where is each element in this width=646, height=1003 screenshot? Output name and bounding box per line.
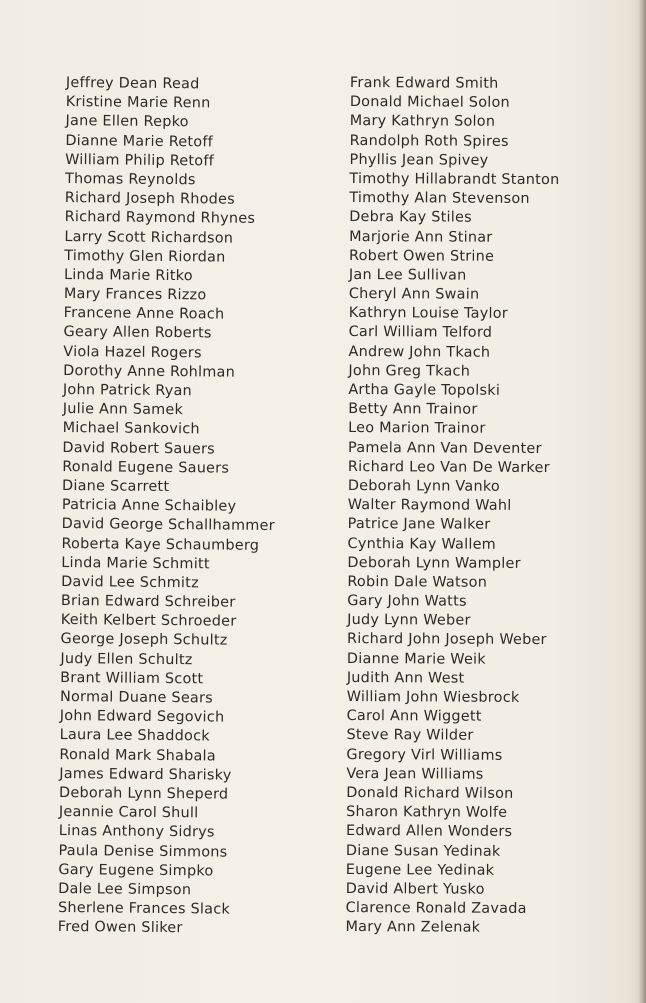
name-entry: Patrice Jane Walker (347, 516, 491, 534)
name-entry: David Robert Sauers (62, 439, 215, 458)
name-entry: Richard Raymond Rhynes (64, 209, 256, 228)
name-entry: Walter Raymond Wahl (347, 497, 512, 514)
name-entry: Richard Leo Van De Warker (347, 458, 550, 476)
name-entry: Mary Kathryn Solon (349, 113, 496, 131)
name-entry: Frank Edward Smith (349, 74, 499, 92)
name-entry: Timothy Alan Stevenson (349, 190, 530, 208)
name-entry: John Greg Tkach (348, 362, 471, 380)
name-entry: Francene Anne Roach (63, 305, 225, 323)
name-entry: Linda Marie Ritko (63, 266, 193, 285)
name-entry: Carl William Telford (348, 324, 493, 342)
name-entry: Judy Lynn Weber (347, 612, 471, 629)
name-entry: Jan Lee Sullivan (348, 266, 467, 284)
name-entry: James Edward Sharisky (59, 765, 232, 784)
name-entry: Sherlene Frances Slack (57, 900, 231, 918)
name-entry: Deborah Lynn Vanko (347, 477, 501, 495)
name-entry: Randolph Roth Spires (349, 132, 509, 150)
name-entry: Jeannie Carol Shull (58, 804, 199, 822)
name-entry: Keith Kelbert Schroeder (60, 612, 237, 630)
name-entry: Judith Ann West (346, 669, 465, 687)
name-entry: Robin Dale Watson (347, 573, 488, 591)
name-entry: Dianne Marie Retoff (65, 132, 214, 150)
name-entry: Gary John Watts (347, 593, 467, 610)
name-entry: Paula Denise Simmons (58, 842, 228, 861)
name-entry: David Albert Yusko (345, 880, 485, 898)
name-entry: Richard Joseph Rhodes (64, 190, 236, 208)
name-entry: Patricia Anne Schaibley (61, 497, 237, 515)
name-entry: George Joseph Schultz (60, 631, 228, 650)
name-entry: Geary Allen Roberts (63, 324, 212, 342)
name-entry: Robert Owen Strine (349, 247, 495, 265)
name-entry: Dianne Marie Weik (346, 650, 486, 668)
name-entry: Deborah Lynn Sheperd (59, 784, 229, 803)
name-entry: Diane Scarrett (61, 477, 170, 495)
name-entry: Julie Ann Samek (62, 401, 184, 419)
name-entry: Dorothy Anne Rohlman (63, 362, 236, 381)
name-entry: John Edward Segovich (59, 708, 225, 726)
name-entry: Brant William Scott (60, 669, 204, 688)
name-entry: Clarence Ronald Zavada (345, 900, 527, 917)
name-entry: Richard John Joseph Weber (346, 631, 547, 649)
name-entry: Judy Ellen Schultz (60, 650, 193, 668)
name-entry: Leo Marion Trainor (348, 420, 486, 438)
name-entry: Edward Allen Wonders (345, 823, 513, 841)
name-entry: Normal Duane Sears (59, 688, 214, 707)
name-entry: Mary Frances Rizzo (63, 286, 207, 304)
name-entry: Viola Hazel Rogers (63, 343, 202, 361)
name-entry: Ronald Eugene Sauers (62, 458, 230, 477)
name-entry: Fred Owen Sliker (57, 919, 183, 937)
name-entry: Betty Ann Trainor (348, 401, 478, 418)
name-entry: Gregory Virl Williams (346, 746, 503, 764)
name-entry: Laura Lee Shaddock (59, 727, 210, 745)
name-entry: Roberta Kaye Schaumberg (61, 535, 260, 554)
name-entry: Eugene Lee Yedinak (345, 861, 495, 879)
name-entry: Kristine Marie Renn (65, 94, 211, 112)
name-entry: Thomas Reynolds (64, 170, 196, 189)
name-entry: Cheryl Ann Swain (348, 286, 480, 303)
page-fold-edge (638, 0, 646, 1003)
name-entry: Donald Richard Wilson (346, 784, 514, 802)
name-entry: Deborah Lynn Wampler (347, 554, 521, 572)
name-entry: Vera Jean Williams (346, 765, 484, 783)
name-entry: Jane Ellen Repko (65, 113, 189, 131)
name-entry: Diane Susan Yedinak (345, 842, 501, 860)
name-entry: Jeffrey Dean Read (65, 74, 200, 93)
name-entry: Mary Ann Zelenak (345, 919, 481, 936)
name-entry: Linas Anthony Sidrys (58, 823, 215, 841)
name-entry: William Philip Retoff (65, 151, 215, 170)
name-entry: Andrew John Tkach (348, 343, 491, 361)
name-entry: William John Wiesbrock (346, 688, 520, 706)
name-entry: Pamela Ann Van Deventer (348, 439, 542, 457)
name-entry: Linda Marie Schmitt (61, 554, 210, 573)
name-entry: Marjorie Ann Stinar (349, 228, 493, 246)
name-entry: Carol Ann Wiggett (346, 708, 482, 725)
name-entry: Donald Michael Solon (349, 94, 510, 112)
name-entry: Michael Sankovich (62, 420, 200, 438)
name-entry: Sharon Kathryn Wolfe (346, 804, 508, 821)
name-entry: Brian Edward Schreiber (60, 593, 236, 611)
name-list-left-column (58, 74, 279, 939)
name-entry: Artha Gayle Topolski (348, 381, 501, 399)
name-entry: Cynthia Kay Wallem (347, 535, 497, 553)
name-entry: Gary Eugene Simpko (58, 861, 214, 880)
name-entry: David George Schallhammer (61, 516, 275, 535)
name-entry: Dale Lee Simpson (58, 880, 192, 899)
name-entry: Timothy Glen Riordan (64, 247, 226, 266)
name-entry: Larry Scott Richardson (64, 228, 234, 247)
name-entry: Debra Kay Stiles (349, 209, 472, 226)
name-entry: Kathryn Louise Taylor (348, 305, 509, 323)
name-entry: David Lee Schmitz (61, 573, 200, 592)
name-entry: Phyllis Jean Spivey (349, 151, 489, 169)
name-list-right-column (345, 74, 560, 939)
name-entry: John Patrick Ryan (62, 381, 193, 400)
name-entry: Timothy Hillabrandt Stanton (349, 170, 560, 189)
name-entry: Ronald Mark Shabala (59, 746, 217, 765)
name-entry: Steve Ray Wilder (346, 727, 474, 745)
